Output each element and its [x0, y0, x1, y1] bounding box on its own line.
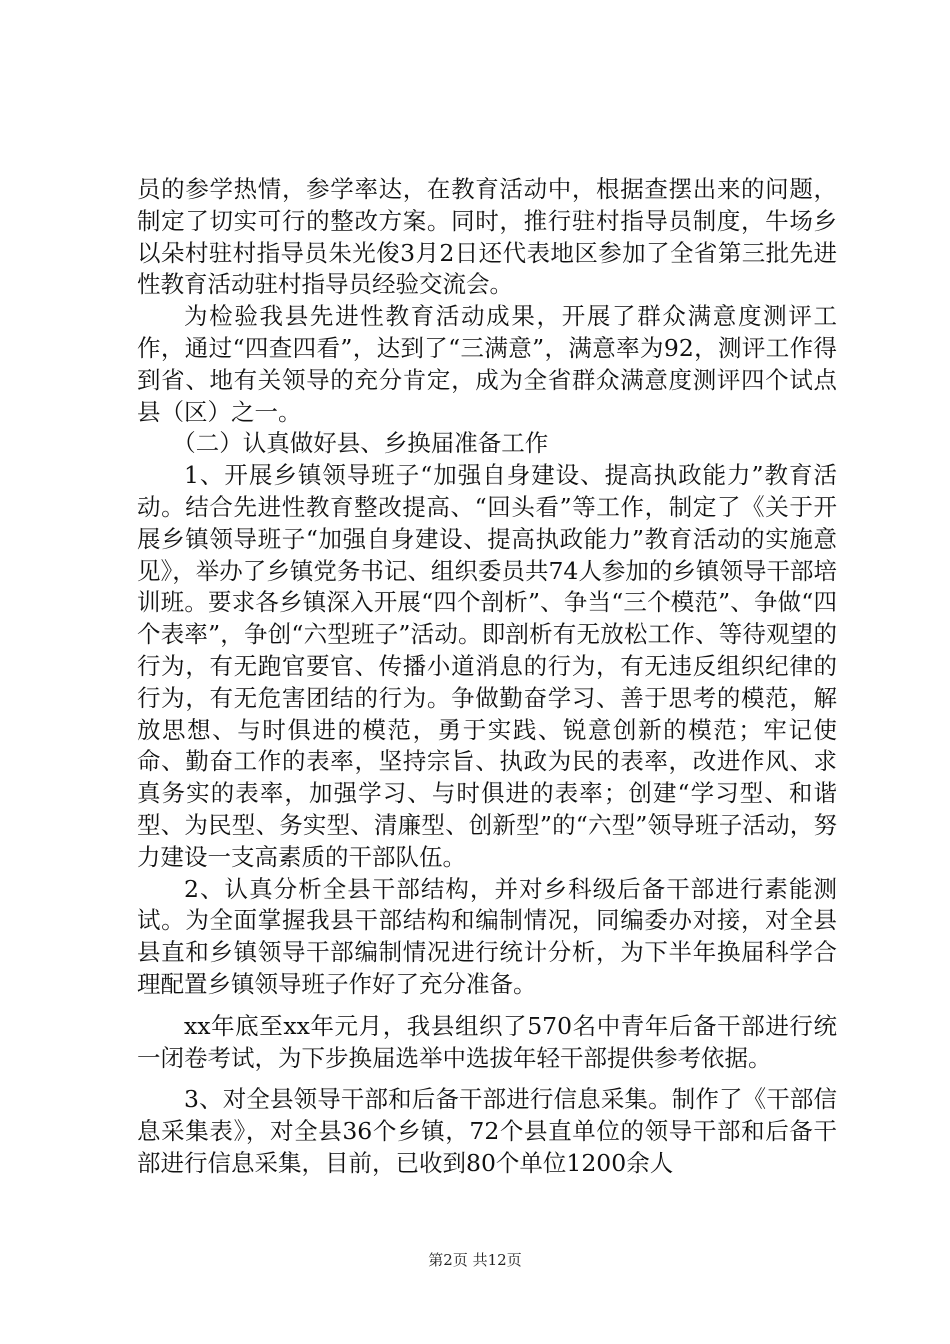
- page-number-footer: 第2页 共12页: [428, 1251, 522, 1269]
- document-body: [137, 174, 837, 1180]
- paragraph-5: xx年底至xx年元月，我县组织了570名中青年后备干部进行统一闭卷考试，为下步换届选举中选拔年轻干部提供参考依据。: [137, 1011, 837, 1072]
- paragraph-3: 1、开展乡镇领导班子“加强自身建设、提高执政能力”教育活动。结合先进性教育整改提高、“回头看”等工作，制定了《关于开展乡镇领导班子“加强自身建设、提高执政能力”教育活动的实施意见》，举办了乡镇党务书记、组织委员共74人参加的乡镇领导干部培训班。要求各乡镇深入开展“四个剖析”、争当“三个模范”、争做“四个表率”，争创“六型班子”活动。即剖析有无放松工作、等待观望的行为，有无跑官要官、传播小道消息的行为，有无违反组织纪律的行为，有无危害团结的行为。争做勤奋学习、善于思考的模范，解放思想、与时俱进的模范，勇于实践、锐意创新的模范；牢记使命、勤奋工作的表率，坚持宗旨、执政为民的表率，改进作风、求真务实的表率，加强学习、与时俱进的表率；创建“学习型、和谐型、为民型、务实型、清廉型、创新型”的“六型”领导班子活动，努力建设一支高素质的干部队伍。: [137, 461, 837, 871]
- paragraph-4: 2、认真分析全县干部结构，并对乡科级后备干部进行素能测试。为全面掌握我县干部结构和编制情况，同编委办对接，对全县县直和乡镇领导干部编制情况进行统计分析，为下半年换届科学合理配置乡镇领导班子作好了充分准备。: [137, 874, 837, 998]
- section-heading: （二）认真做好县、乡换届准备工作: [172, 429, 549, 458]
- paragraph-2: 为检验我县先进性教育活动成果，开展了群众满意度测评工作，通过“四查四看”，达到了“三满意”，满意率为92，测评工作得到省、地有关领导的充分肯定，成为全省群众满意度测评四个试点县（区）之一。: [137, 302, 837, 426]
- paragraph-6: 3、对全县领导干部和后备干部进行信息采集。制作了《干部信息采集表》，对全县36个乡镇，72个县直单位的领导干部和后备干部进行信息采集，目前，已收到80个单位1200余人: [137, 1085, 837, 1177]
- paragraph-1: 员的参学热情，参学率达，在教育活动中，根据查摆出来的问题，制定了切实可行的整改方案。同时，推行驻村指导员制度，牛场乡以朵村驻村指导员朱光俊3月2日还代表地区参加了全省第三批先进性教育活动驻村指导员经验交流会。: [137, 175, 837, 299]
